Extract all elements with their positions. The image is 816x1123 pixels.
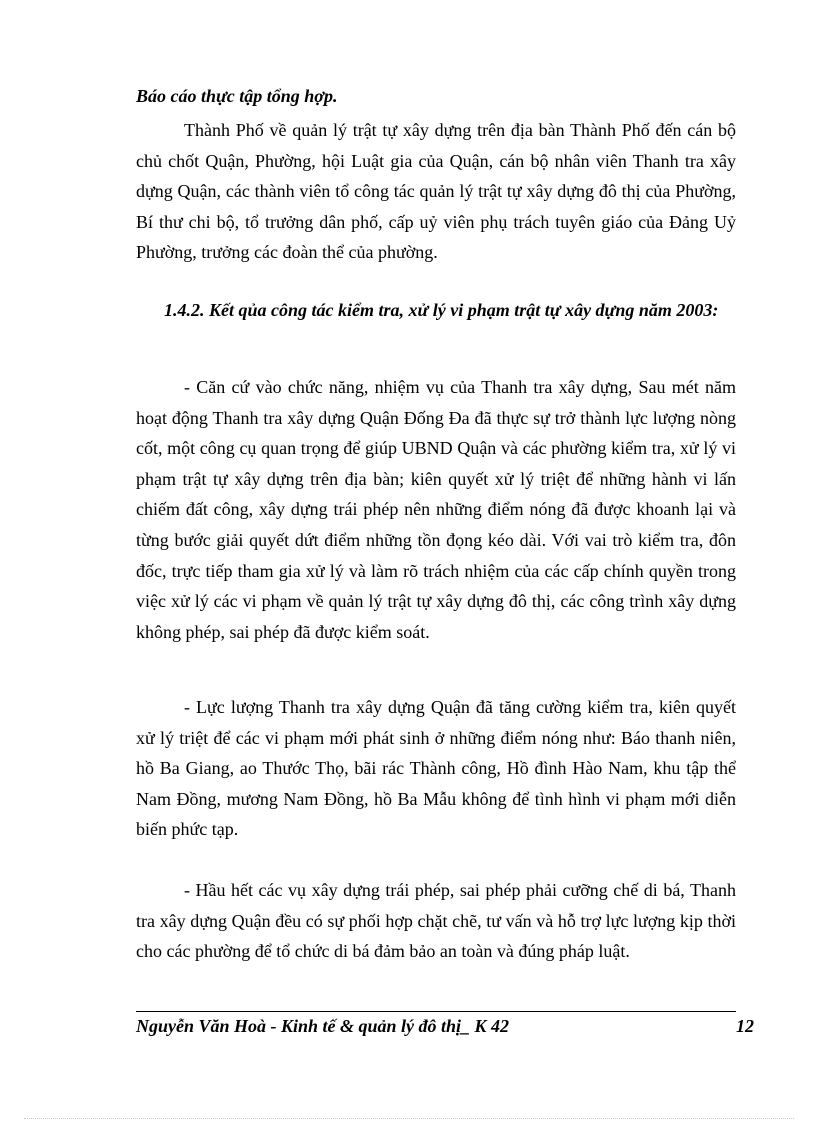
page-number: 12 <box>736 1016 754 1036</box>
footer-divider <box>136 1011 736 1012</box>
running-header: Báo cáo thực tập tổng hợp. <box>136 86 338 106</box>
page-bottom-dotted-line <box>24 1118 794 1119</box>
section-heading: 1.4.2. Kết qủa công tác kiểm tra, xử lý vi phạm trật tự xây dựng năm 2003: <box>164 300 719 320</box>
paragraph-inspection-role: - Căn cứ vào chức năng, nhiệm vụ của Thanh tra xây dựng, Sau mét năm hoạt động Thanh tra xây dựng Quận Đống Đa đã thực sự trở thành lực lượng nòng cốt, một công cụ quan trọng để giúp UBND Quận và các phường kiểm tra, xử lý vi phạm trật tự xây dựng trên địa bàn; kiên quyết xử lý triệt để những hành vi lấn chiếm đất công, xây dựng trái phép nên những điểm nóng đã được khoanh lại và từng bước giải quyết dứt điểm những tồn đọng kéo dài. Với vai trò kiểm tra, đôn đốc, trực tiếp tham gia xử lý và làm rõ trách nhiệm của các cấp chính quyền trong việc xử lý các vi phạm về quản lý trật tự xây dựng đô thị, các công trình xây dựng không phép, sai phép đã được kiểm soát. <box>136 377 736 642</box>
footer-author: Nguyễn Văn Hoà - Kinh tế & quản lý đô thị_ K 42 <box>136 1016 510 1036</box>
paragraph-intro: Thành Phố về quản lý trật tự xây dựng trên địa bàn Thành Phố đến cán bộ chủ chốt Quận, Phường, hội Luật gia của Quận, cán bộ nhân viên Thanh tra xây dựng Quận, các thành viên tổ công tác quản lý trật tự xây dựng đô thị của Phường, Bí thư chi bộ, tổ trưởng dân phố, cấp uỷ viên phụ trách tuyên giáo của Đảng Uỷ Phường, trưởng các đoàn thể của phường. <box>136 120 736 263</box>
paragraph-enforcement: - Hầu hết các vụ xây dựng trái phép, sai phép phải cưỡng chế di bá, Thanh tra xây dựng Quận đều có sự phối hợp chặt chẽ, tư vấn và hỗ trợ lực lượng kịp thời cho các phường để tổ chức di bá đảm bảo an toàn và đúng pháp luật. <box>136 880 736 962</box>
paragraph-hotspots: - Lực lượng Thanh tra xây dựng Quận đã tăng cường kiểm tra, kiên quyết xử lý triệt để các vi phạm mới phát sinh ở những điểm nóng như: Báo thanh niên, hồ Ba Giang, ao Thước Thọ, bãi rác Thành công, Hồ đình Hào Nam, khu tập thể Nam Đồng, mương Nam Đồng, hồ Ba Mẫu không để tình hình vi phạm mới diễn biến phức tạp. <box>136 697 736 840</box>
